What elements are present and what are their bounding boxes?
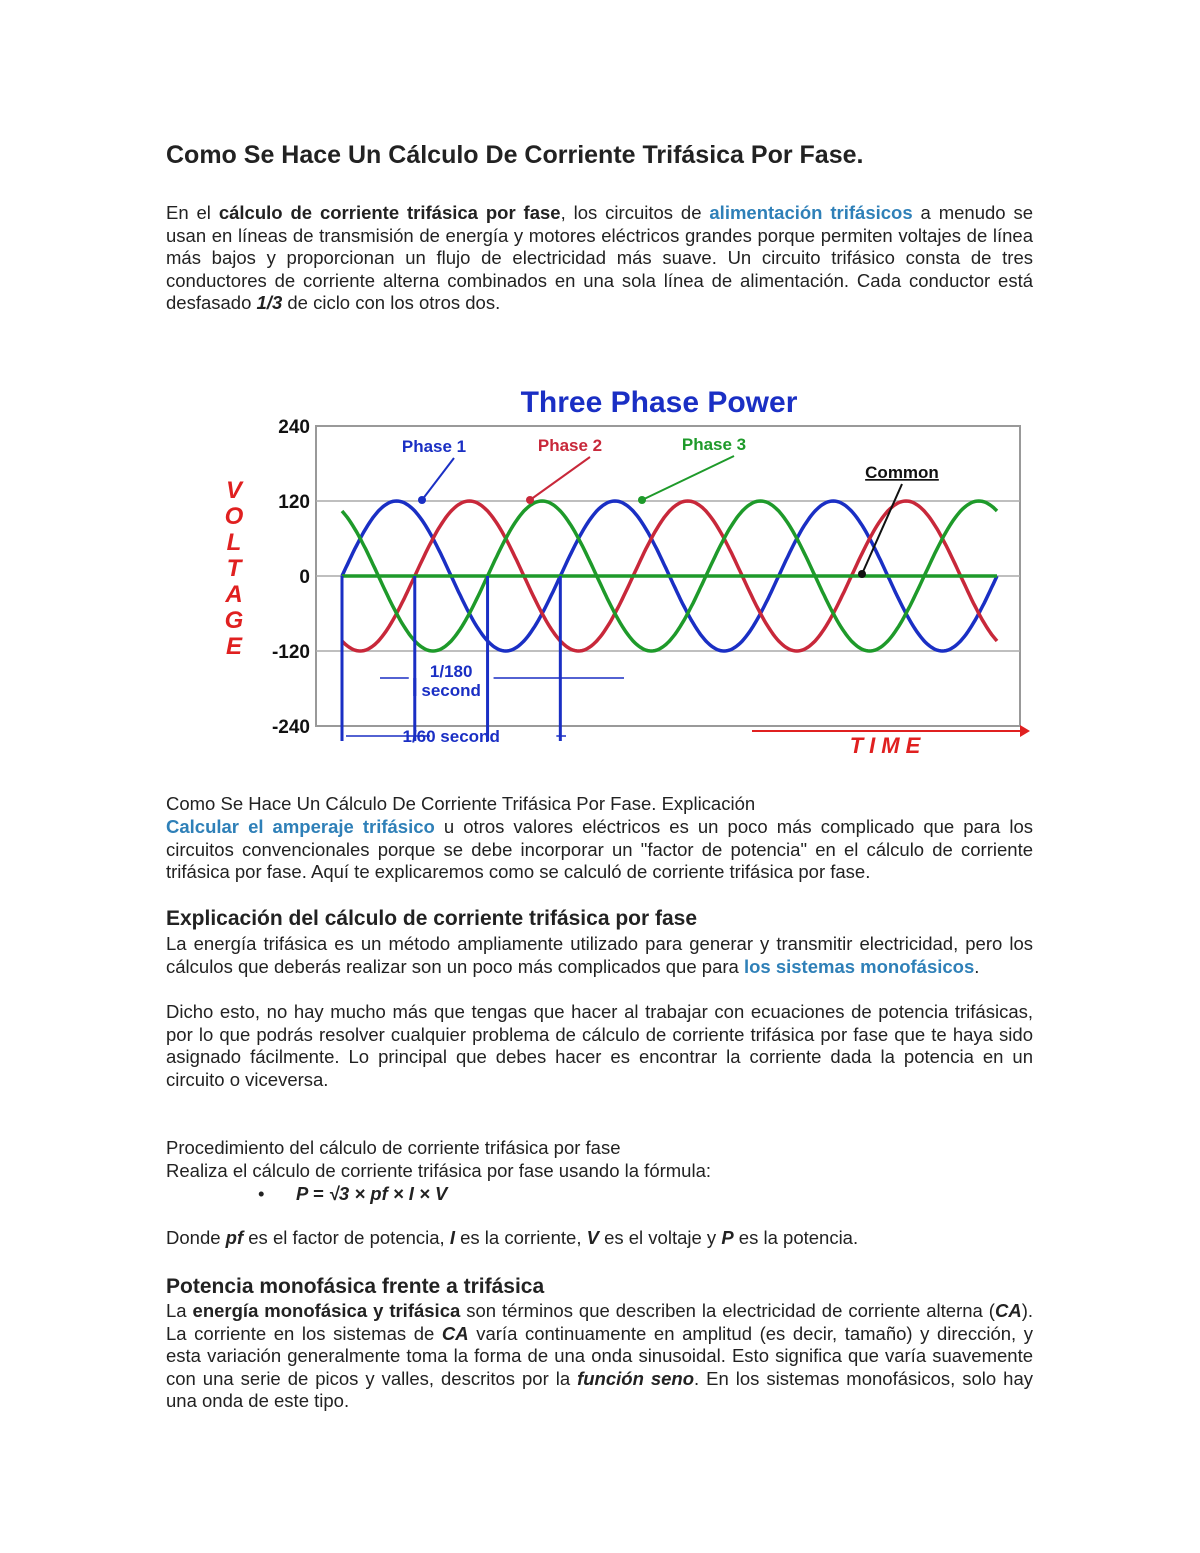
x-axis-label: TIME (849, 733, 927, 758)
y-label-letter: G (224, 607, 244, 634)
y-label-letter: O (224, 503, 244, 530)
intro-bold-term: cálculo de corriente trifásica por fase (218, 202, 561, 223)
y-label-letter: E (225, 633, 243, 660)
y-tick-label: 0 (299, 567, 310, 588)
y-label-letter: A (225, 581, 243, 608)
link-calcular-amperaje[interactable]: Calcular el amperaje trifásico (166, 816, 435, 837)
link-sistemas-monofasicos[interactable]: los sistemas monofásicos (743, 955, 975, 977)
section-heading-monofasica: Potencia monofásica frente a trifásica (166, 1275, 545, 1298)
page-title: Como Se Hace Un Cálculo De Corriente Trifásica Por Fase. (166, 141, 864, 169)
legend-label: Phase 2 (537, 436, 603, 455)
y-tick-label: -120 (271, 642, 310, 663)
y-tick-label: 240 (278, 417, 310, 438)
y-label-letter: L (226, 529, 242, 556)
three-phase-power-chart (212, 378, 1032, 760)
chart-y-ticks (272, 417, 310, 738)
link-alimentacion-trifasicos[interactable]: alimentación trifásicos (709, 202, 913, 223)
section-heading-explicacion: Explicación del cálculo de corriente trifásica por fase (166, 907, 698, 930)
section2-paragraph-2: Dicho esto, no hay mucho más que tengas que hacer al trabajar con ecuaciones de potencia trifásicas, por lo que podrás resolver cualquier problema de cálculo de corriente trifásica por fase que te haya sido asignado fácilmente. Lo principal que debes hacer es encontrar la corriente dada la potencia en un circuito o viceversa. (166, 1001, 1033, 1090)
legend-label: Common (865, 463, 939, 482)
legend-arrow-head (638, 496, 646, 504)
section3-paragraph: La energía monofásica y trifásica son términos que describen la electricidad de corriente alterna (CA). La corriente en los sistemas de CA varía continuamente en amplitud (es decir, tamaño) y dirección, y esta variación generalmente toma la forma de una onda sinusoidal. Esto significa que varía suavemente con una serie de picos y valles, descritos por la función seno. En los sistemas monofásicos, solo hay una onda de este tipo. (166, 1300, 1034, 1412)
formula: P = √3 × pf × I × V (296, 1183, 448, 1204)
intro-paragraph: En el cálculo de corriente trifásica por fase, los circuitos de alimentación trifásicos a menudo se usan en líneas de transmisión de energía y motores eléctricos grandes porque permiten voltajes de línea más bajos y proporcionan un flujo de electricidad más suave. Un circuito trifásico consta de tres conductores de corriente alterna combinados en una sola línea de alimentación. Cada conductor está desfasado 1/3 de ciclo con los otros dos. (166, 202, 1034, 314)
bullet-dot: • (258, 1183, 265, 1204)
legend-label: Phase 3 (681, 435, 747, 454)
y-label-letter: T (226, 555, 242, 582)
legend-arrow-head (858, 570, 866, 578)
procedure-heading-line: Procedimiento del cálculo de corriente trifásica por fase (166, 1137, 621, 1158)
chart-y-label (224, 477, 244, 660)
explanation-paragraph: Calcular el amperaje trifásico u otros valores eléctricos es un poco más complicado que para los circuitos convencionales porque se debe incorporar un "factor de potencia" en el cálculo de corriente trifásica por fase. Aquí te explicaremos como se calculó de corriente trifásica por fase. (166, 816, 1033, 883)
legend-label: Phase 1 (401, 437, 467, 456)
section2-paragraph-1: La energía trifásica es un método ampliamente utilizado para generar y transmitir electricidad, pero los cálculos que deberás realizar son un poco más complicados que para los sistemas monofásicos. (166, 933, 1033, 977)
formula-bullet (258, 1183, 447, 1206)
legend-arrow-head (526, 496, 534, 504)
chart-title: Three Phase Power (520, 386, 798, 419)
procedure-intro-line: Realiza el cálculo de corriente trifásica por fase usando la fórmula: (166, 1160, 712, 1181)
where-line: Donde pf es el factor de potencia, I es la corriente, V es el voltaje y P es la potencia. (166, 1227, 859, 1248)
annotation-second: second (421, 681, 481, 700)
y-label-letter: V (225, 477, 243, 504)
intro-fraction: 1/3 (256, 292, 283, 314)
legend-arrow-head (418, 496, 426, 504)
y-tick-label: 120 (278, 492, 310, 513)
y-tick-label: -240 (271, 717, 310, 738)
annotation-1-60-second: 1/60 second (402, 727, 500, 746)
annotation-1-180: 1/180 (429, 662, 473, 681)
time-axis-arrow (1020, 725, 1030, 737)
explanation-heading-line: Como Se Hace Un Cálculo De Corriente Trifásica Por Fase. Explicación (166, 793, 756, 814)
